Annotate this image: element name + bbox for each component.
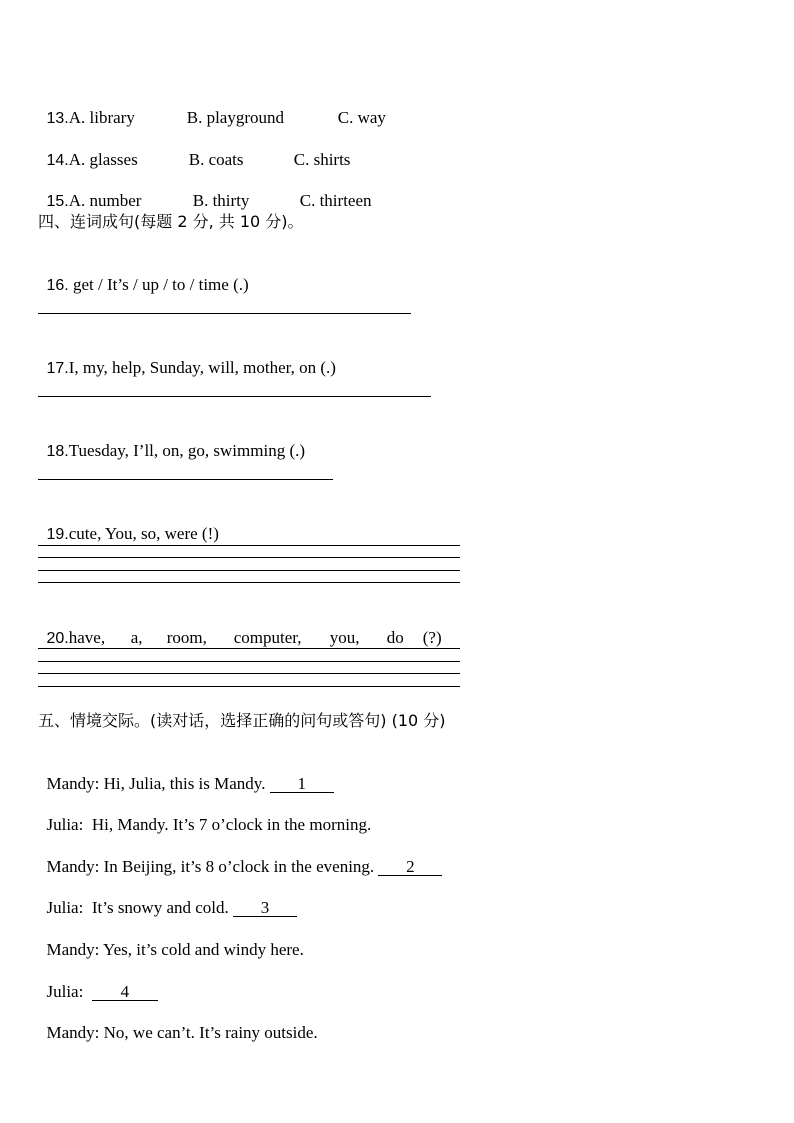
answer-blank[interactable]: 2 [378,859,442,876]
writing-line [38,673,460,674]
writing-line [38,648,460,649]
dialogue-text: Yes, it’s cold and windy here. [103,940,304,959]
dialogue-line-7 [38,1003,318,1043]
question-number: 16. [46,277,69,294]
question-19 [38,504,219,545]
speaker: Julia: [46,982,84,1001]
option-c: C. shirts [293,150,351,169]
writing-line [38,661,460,662]
word: have, [68,628,106,647]
answer-line [38,396,431,397]
option-a: A. library [68,108,135,127]
speaker: Julia: [46,815,84,834]
question-text: get / It’s / up / to / time (.) [68,275,249,294]
writing-line [38,686,460,687]
question-number: 20. [46,630,69,647]
word: a, [130,628,143,647]
option-a: A. number [68,191,142,210]
writing-line [38,582,460,583]
writing-line [38,570,460,571]
choice-row-14 [38,130,350,171]
dialogue-text: Hi, Julia, this is Mandy. [103,774,266,793]
choice-row-13 [38,88,386,129]
dialogue-text: Hi, Mandy. It’s 7 o’clock in the morning. [91,815,372,834]
word: do [386,628,404,647]
question-number: 19. [46,526,69,543]
dialogue-text: No, we can’t. It’s rainy outside. [103,1023,318,1042]
dialogue-line-2 [38,795,371,835]
section-heading: 五、情境交际。(读对话，选择正确的问句或答句) (10 分) [38,711,446,730]
question-16 [38,255,249,296]
word: (?) [422,628,442,647]
answer-blank[interactable]: 1 [270,776,334,793]
question-18 [38,421,305,462]
speaker: Mandy: [46,774,100,793]
option-a: A. glasses [68,150,138,169]
question-number: 17. [46,360,69,377]
dialogue-line-4 [38,878,297,918]
word: you, [329,628,360,647]
question-text: I, my, help, Sunday, will, mother, on (.) [68,358,336,377]
question-number: 14. [46,152,69,169]
dialogue-line-5 [38,920,304,960]
answer-blank[interactable]: 4 [92,984,158,1001]
answer-line [38,313,411,314]
speaker: Julia: [46,898,84,917]
question-number: 15. [46,193,69,210]
dialogue-line-6 [38,962,158,1002]
word: computer, [233,628,302,647]
section-heading: 四、连词成句(每题 2 分, 共 10 分)。 [38,212,304,231]
writing-line [38,557,460,558]
option-b: B. thirty [192,191,250,210]
question-number: 13. [46,110,69,127]
option-b: B. playground [186,108,285,127]
option-b: B. coats [188,150,244,169]
answer-line [38,479,333,480]
writing-line [38,545,460,546]
answer-blank[interactable]: 3 [233,900,297,917]
choice-row-15 [38,171,372,212]
question-20 [38,608,442,649]
word: room, [166,628,207,647]
dialogue-text: In Beijing, it’s 8 o’clock in the evening. [103,857,375,876]
dialogue-text: It’s snowy and cold. [91,898,229,917]
question-text: Tuesday, I’ll, on, go, swimming (.) [68,441,306,460]
speaker: Mandy: [46,1023,100,1042]
question-17 [38,338,336,379]
speaker: Mandy: [46,857,100,876]
option-c: C. thirteen [299,191,372,210]
dialogue-line-3 [38,837,442,877]
question-text: cute, You, so, were (!) [68,524,219,543]
speaker: Mandy: [46,940,100,959]
dialogue-line-1 [38,754,334,794]
option-c: C. way [337,108,386,127]
question-number: 18. [46,443,69,460]
